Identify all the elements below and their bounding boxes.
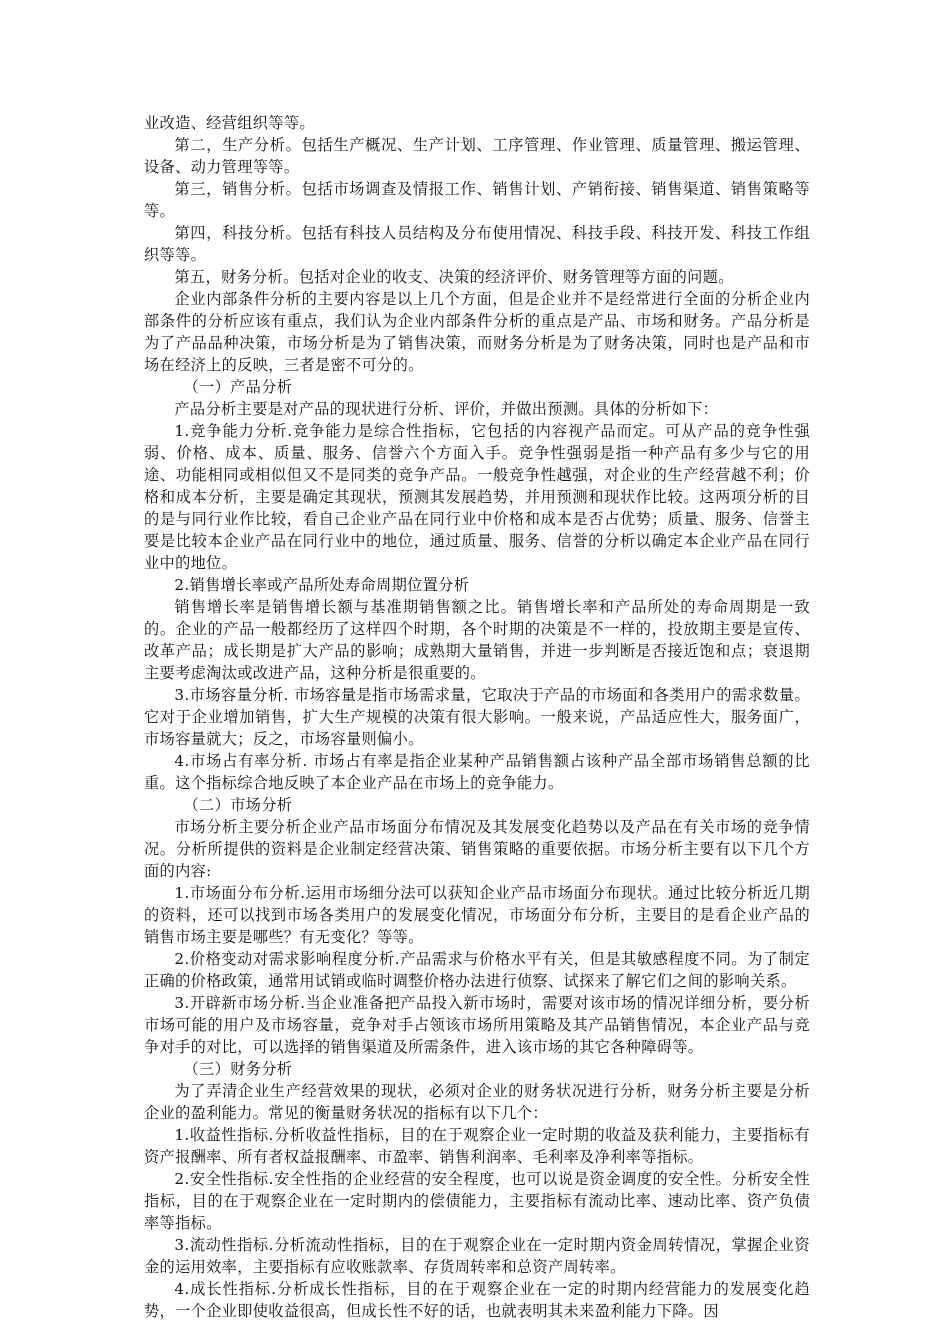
paragraph: 3.市场容量分析. 市场容量是指市场需求量，它取决于产品的市场面和各类用户的需求数量。它对于企业增加销售，扩大生产规模的决策有很大影响。一般来说，产品适应性大，服务面广，市场容量就大；反之，市场容量则偏小。 (144, 686, 810, 748)
paragraph: 第三，销售分析。包括市场调查及情报工作、销售计划、产销衔接、销售渠道、销售策略等等。 (144, 180, 810, 220)
paragraph: 1.收益性指标.分析收益性指标，目的在于观察企业一定时期的收益及获利能力，主要指标有资产报酬率、所有者权益报酬率、市盈率、销售利润率、毛利率及净利率等指标。 (144, 1126, 810, 1166)
paragraph: 2.销售增长率或产品所处寿命周期位置分析 (174, 576, 470, 594)
paragraph: 业改造、经营组织等等。 (144, 114, 315, 132)
paragraph: 销售增长率是销售增长额与基准期销售额之比。销售增长率和产品所处的寿命周期是一致的。企业的产品一般都经历了这样四个时期，各个时期的决策是不一样的，投放期主要是宣传、改革产品；成长期是扩大产品的影响；成熟期大量销售，并进一步判断是否接近饱和点；衰退期主要考虑淘汰或改进产品，这种分析是很重要的。 (144, 598, 810, 682)
paragraph: 1.竞争能力分析.竞争能力是综合性指标，它包括的内容视产品而定。可从产品的竞争性强弱、价格、成本、质量、服务、信誉六个方面入手。竞争性强弱是指一种产品有多少与它的用途、功能相同或相似但又不是同类的竞争产品。一般竞争性越强，对企业的生产经营越不利；价格和成本分析，主要是确定其现状，预测其发展趋势，并用预测和现状作比较。这两项分析的目的是与同行业作比较，看自己企业产品在同行业中价格和成本是否占优势；质量、服务、信誉主要是比较本企业产品在同行业中的地位，通过质量、服务、信誉的分析以确定本企业产品在同行业中的地位。 (144, 422, 810, 572)
paragraph: 第五，财务分析。包括对企业的收支、决策的经济评价、财务管理等方面的问题。 (174, 268, 734, 286)
paragraph: 4.成长性指标.分析成长性指标，目的在于观察企业在一定的时期内经营能力的发展变化趋势，一个企业即使收益很高，但成长性不好的话，也就表明其未来盈利能力下降。因 (144, 1280, 810, 1320)
section-heading: （二）市场分析 (183, 796, 293, 814)
paragraph: 3.开辟新市场分析.当企业准备把产品投入新市场时，需要对该市场的情况详细分析，要分析市场可能的用户及市场容量，竞争对手占领该市场所用策略及其产品销售情况，本企业产品与竞争对手的对比，可以选择的销售渠道及所需条件，进入该市场的其它各种障碍等。 (144, 994, 810, 1056)
paragraph: 1.市场面分布分析.运用市场细分法可以获知企业产品市场面分布现状。通过比较分析近几期的资料，还可以找到市场各类用户的发展变化情况，市场面分布分析，主要目的是看企业产品的销售市场主要是哪些？有无变化？等等。 (144, 884, 810, 946)
paragraph: 2.安全性指标.安全性指的企业经营的安全程度，也可以说是资金调度的安全性。分析安全性指标，目的在于观察企业在一定时期内的偿债能力，主要指标有流动比率、速动比率、资产负债率等指标。 (144, 1170, 810, 1232)
paragraph: 企业内部条件分析的主要内容是以上几个方面，但是企业并不是经常进行全面的分析企业内部条件的分析应该有重点，我们认为企业内部条件分析的重点是产品、市场和财务。产品分析是为了产品品种决策，市场分析是为了销售决策，而财务分析是为了财务决策，同时也是产品和市场在经济上的反映，三者是密不可分的。 (144, 290, 810, 374)
paragraph: 第四，科技分析。包括有科技人员结构及分布使用情况、科技手段、科技开发、科技工作组织等等。 (144, 224, 810, 264)
paragraph: 4.市场占有率分析. 市场占有率是指企业某种产品销售额占该种产品全部市场销售总额的比重。这个指标综合地反映了本企业产品在市场上的竞争能力。 (144, 752, 810, 792)
section-heading: （三）财务分析 (183, 1060, 293, 1078)
paragraph: 2.价格变动对需求影响程度分析.产品需求与价格水平有关，但是其敏感程度不同。为了制定正确的价格政策，通常用试销或临时调整价格办法进行侦察、试探来了解它们之间的影响关系。 (144, 950, 810, 990)
paragraph: 3.流动性指标.分析流动性指标，目的在于观察企业在一定时期内资金周转情况，掌握企业资金的运用效率，主要指标有应收账款率、存货周转率和总资产周转率。 (144, 1236, 810, 1276)
section-heading: （一）产品分析 (183, 378, 293, 396)
paragraph: 市场分析主要分析企业产品市场面分布情况及其发展变化趋势以及产品在有关市场的竞争情况。分析所提供的资料是企业制定经营决策、销售策略的重要依据。市场分析主要有以下几个方面的内容: (144, 818, 810, 880)
document-page (144, 112, 810, 1322)
paragraph: 产品分析主要是对产品的现状进行分析、评价，并做出预测。具体的分析如下： (174, 400, 719, 418)
paragraph: 第二，生产分析。包括生产概况、生产计划、工序管理、作业管理、质量管理、搬运管理、设备、动力管理等等。 (144, 136, 810, 176)
paragraph: 为了弄清企业生产经营效果的现状，必须对企业的财务状况进行分析，财务分析主要是分析企业的盈利能力。常见的衡量财务状况的指标有以下几个： (144, 1082, 810, 1122)
